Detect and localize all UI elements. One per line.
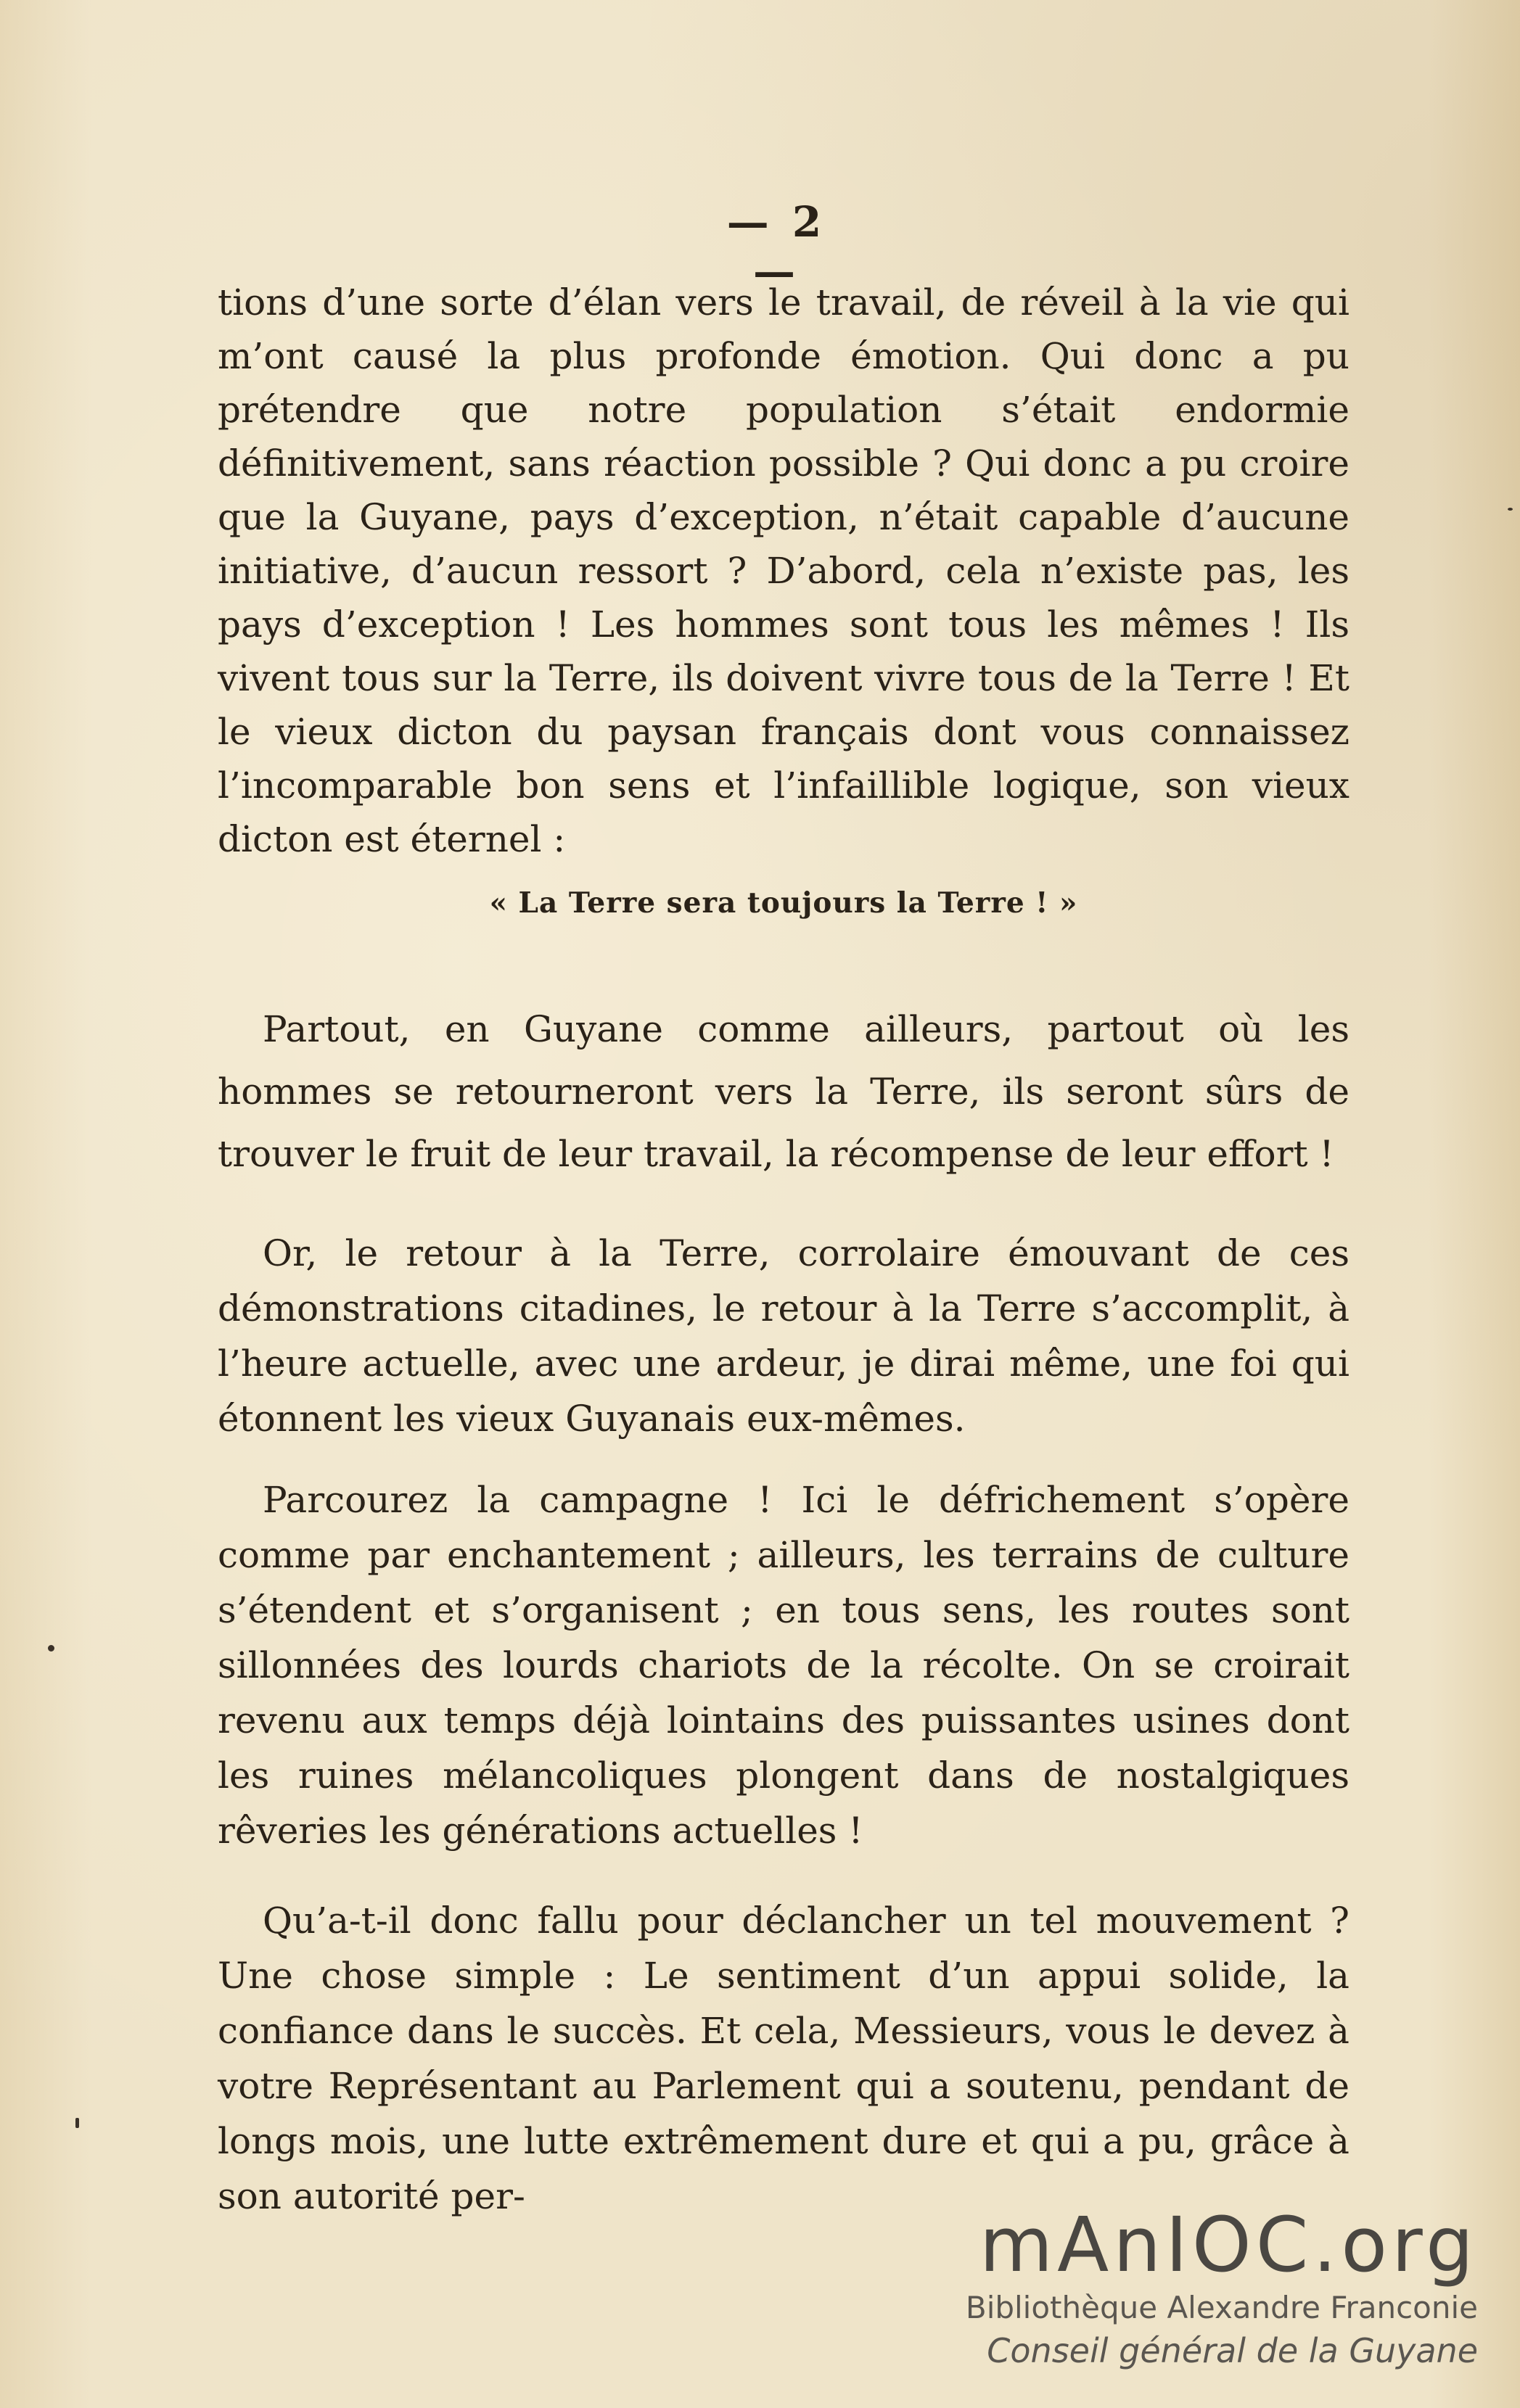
library-name: Bibliothèque Alexandre Franconie — [965, 2290, 1478, 2325]
manioc-watermark — [927, 2201, 1478, 2373]
paragraph-4: Parcourez la campagne ! Ici le défrichement s’opère comme par enchantement ; ailleurs, les terrains de culture s’étendent et s’organisent ; en tous sens, les routes sont sillonnées des lourds chariots de la récolte. On se croirait revenu aux temps déjà lointains des puissantes usines dont les ruines mélancoliques plongent dans de nostalgiques rêveries les générations actuelles ! — [218, 1479, 1349, 1852]
paragraph-3: Or, le retour à la Terre, corrolaire émouvant de ces démonstrations citadines, le retour à la Terre s’accomplit, à l’heure actuelle, avec une ardeur, je dirai même, une foi qui étonnent les vieux Guyanais eux-mêmes. — [218, 1232, 1349, 1440]
council-name: Conseil général de la Guyane — [987, 2331, 1478, 2370]
paragraph-1: tions d’une sorte d’élan vers le travail, de réveil à la vie qui m’ont causé la plus profonde émotion. Qui donc a pu prétendre que notre population s’était endormie définitivement, sans réaction possible ? Qui donc a pu croire que la Guyane, pays d’exception, n’était capable d’aucune initiative, d’aucun ressort ? D’abord, cela n’existe pas, les pays d’exception ! Les hommes sont tous les mêmes ! Ils vivent tous sur la Terre, ils doivent vivre tous de la Terre ! Et le vieux dicton du paysan français dont vous connaissez l’incomparable bon sens et l’infaillible logique, son vieux dicton est éternel : — [218, 281, 1349, 860]
paragraph-2: Partout, en Guyane comme ailleurs, partout où les hommes se retourneront vers la Terre, ils seront sûrs de trouver le fruit de leur travail, la récompense de leur effort ! — [218, 1008, 1349, 1175]
page-number: — 2 — — [726, 197, 826, 296]
ink-speck — [1508, 508, 1513, 511]
manioc-logo: mAnIOC.org — [979, 2201, 1478, 2289]
ink-speck — [48, 1645, 54, 1652]
paragraph-5: Qu’a-t-il donc fallu pour déclancher un tel mouvement ? Une chose simple : Le sentiment d’un appui solide, la confiance dans le succès. Et cela, Messieurs, vous le devez à votre Représentant au Parlement qui a soutenu, pendant de longs mois, une lutte extrêmement dure et qui a pu, grâce à son autorité per- — [218, 1900, 1349, 2217]
ink-speck — [75, 2118, 79, 2128]
quote-line: « La Terre sera toujours la Terre ! » — [489, 886, 1078, 920]
